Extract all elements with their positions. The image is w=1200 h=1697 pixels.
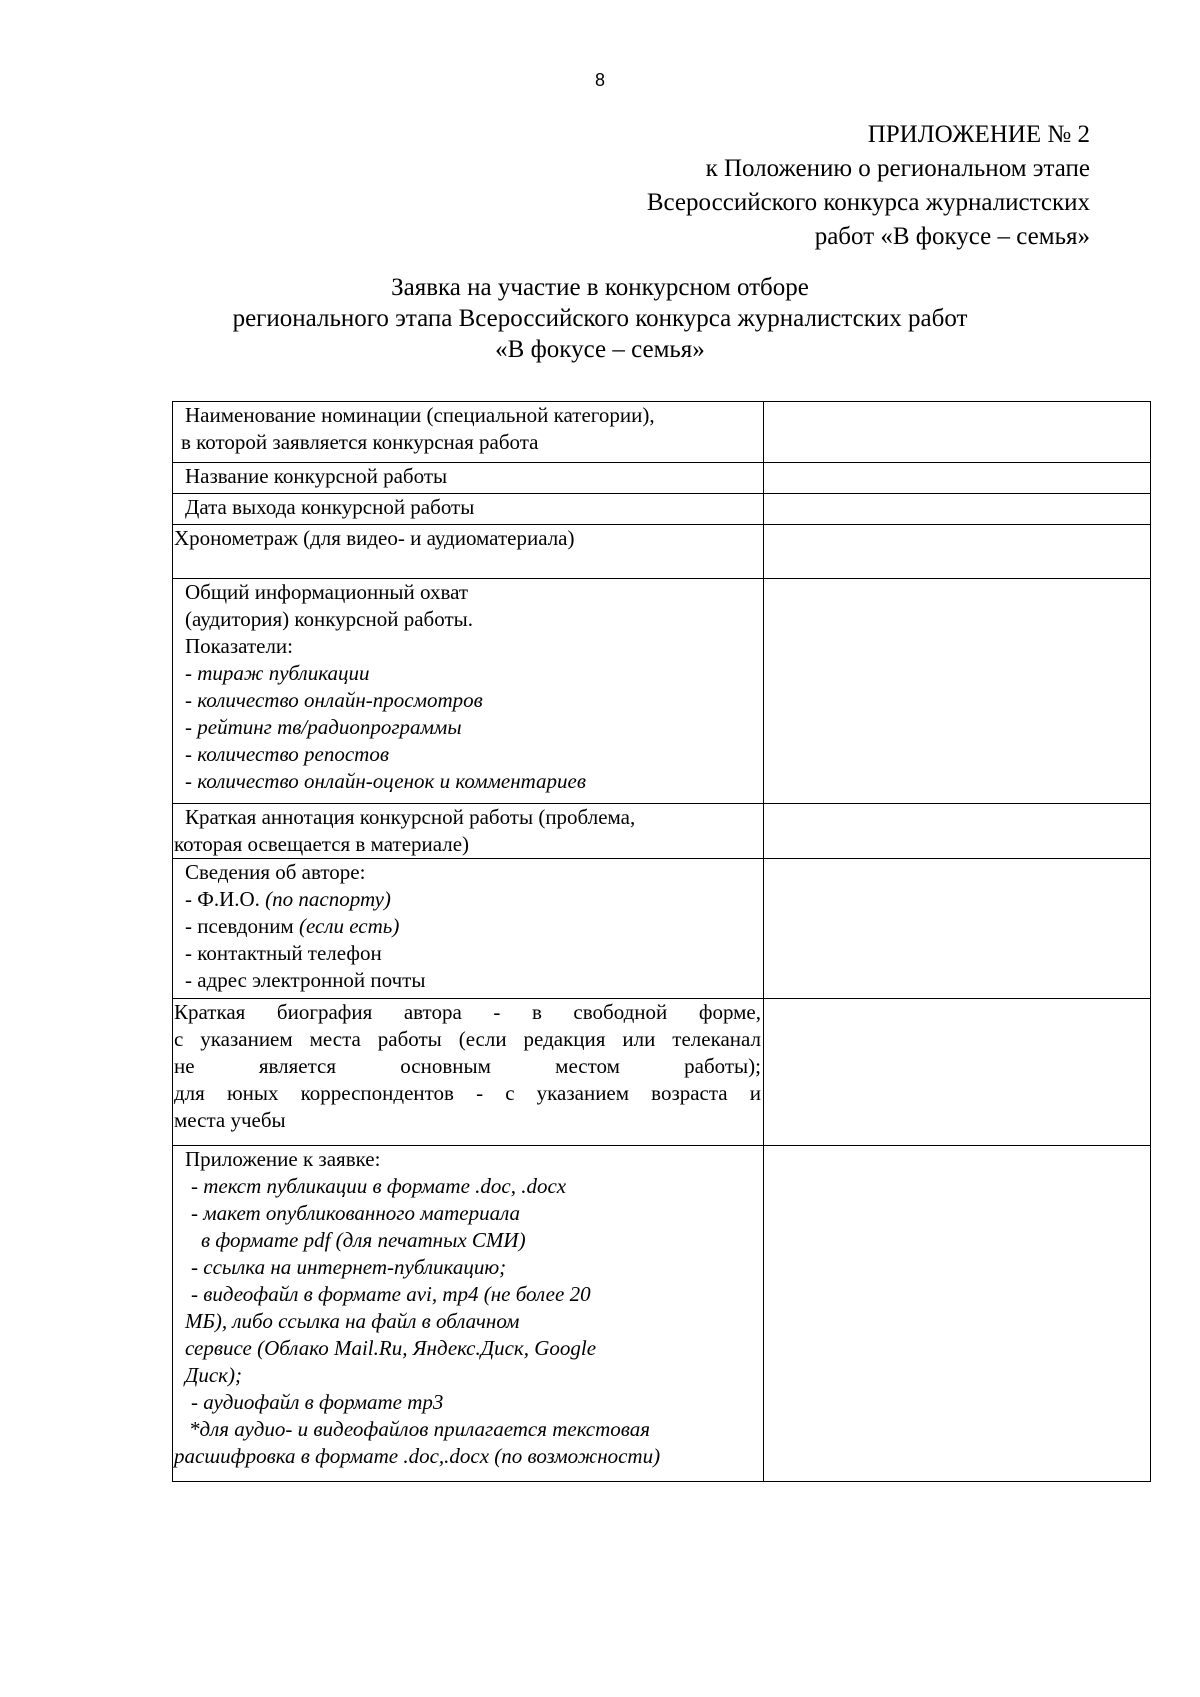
attachment-item: Диск);	[185, 1363, 242, 1387]
duration-label: Хронометраж (для видео- и аудиоматериала)	[173, 525, 764, 579]
duration-value-cell[interactable]	[764, 525, 1151, 579]
appendix-line-4: работ «В фокусе – семья»	[814, 223, 1090, 250]
release-date-value-cell[interactable]	[764, 494, 1151, 525]
attachment-item: в формате pdf (для печатных СМИ)	[201, 1228, 526, 1252]
title-line-2: регионального этапа Всероссийского конкурса журналистских работ	[232, 305, 968, 332]
row-attachment	[173, 1146, 1151, 1482]
author-item: - адрес электронной почты	[185, 968, 426, 992]
reach-indicator: - количество онлайн-просмотров	[185, 688, 483, 712]
attachment-note: расшифровка в формате .doc,.docx (по возможности)	[174, 1444, 661, 1468]
author-item: - контактный телефон	[185, 941, 382, 965]
attachment-item: МБ), либо ссылка на файл в облачном	[185, 1309, 520, 1333]
page-number: 8	[594, 70, 605, 90]
row-reach	[173, 579, 1151, 804]
reach-value-cell[interactable]	[764, 579, 1151, 804]
document-title	[0, 272, 1200, 365]
author-label: Сведения об авторе: - Ф.И.О. (по паспорту) - псевдоним (если есть) - контактный телефон - адрес электронной почты	[173, 859, 764, 999]
attachment-item: - макет опубликованного материала	[191, 1201, 520, 1225]
attachment-item: - видеофайл в формате avi, mp4 (не более 20	[191, 1282, 591, 1306]
nomination-value-cell[interactable]	[764, 402, 1151, 463]
attachment-item: - аудиофайл в формате mp3	[191, 1390, 444, 1414]
row-work-title	[173, 463, 1151, 494]
release-date-label: Дата выхода конкурсной работы	[173, 494, 764, 525]
appendix-line-2: к Положению о региональном этапе	[705, 155, 1090, 182]
author-item: - псевдоним (если есть)	[185, 914, 400, 938]
application-form-table	[172, 401, 1151, 1482]
work-title-value-cell[interactable]	[764, 463, 1151, 494]
annotation-label: Краткая аннотация конкурсной работы (проблема, которая освещается в материале)	[173, 804, 764, 859]
reach-indicator: - рейтинг тв/радиопрограммы	[185, 715, 462, 739]
row-author	[173, 859, 1151, 999]
appendix-number: ПРИЛОЖЕНИЕ № 2	[867, 121, 1090, 148]
reach-indicator: - тираж публикации	[185, 661, 370, 685]
row-biography	[173, 999, 1151, 1146]
reach-indicator: - количество онлайн-оценок и комментариев	[185, 769, 586, 793]
attachment-value-cell[interactable]	[764, 1146, 1151, 1482]
attachment-item: сервисе (Облако Mail.Ru, Яндекс.Диск, Google	[185, 1336, 597, 1360]
appendix-line-3: Всероссийского конкурса журналистских	[646, 189, 1090, 216]
attachment-item: - текст публикации в формате .doc, .docx	[191, 1174, 567, 1198]
title-line-1: Заявка на участие в конкурсном отборе	[391, 274, 809, 301]
author-value-cell[interactable]	[764, 859, 1151, 999]
appendix-header	[330, 118, 1090, 254]
author-item: - Ф.И.О. (по паспорту)	[185, 887, 391, 911]
work-title-label: Название конкурсной работы	[173, 463, 764, 494]
annotation-value-cell[interactable]	[764, 804, 1151, 859]
biography-value-cell[interactable]	[764, 999, 1151, 1146]
reach-label: Общий информационный охват (аудитория) конкурсной работы. Показатели: - тираж публикации - количество онлайн-просмотров - рейтинг тв/радиопрограммы - количество репостов - количество онлайн-оценок и комментариев	[173, 579, 764, 804]
attachment-item: - ссылка на интернет-публикацию;	[191, 1255, 507, 1279]
row-nomination	[173, 402, 1151, 463]
row-annotation	[173, 804, 1151, 859]
attachment-note: *для аудио- и видеофайлов прилагается текстовая	[189, 1417, 650, 1441]
reach-indicator: - количество репостов	[185, 742, 389, 766]
attachment-label: Приложение к заявке: - текст публикации в формате .doc, .docx - макет опубликованного материала в формате pdf (для печатных СМИ) - ссылка на интернет-публикацию; - видеофайл в формате avi, mp4 (не более 20 МБ), либо ссылка на файл в облачном сервисе (Облако Mail.Ru, Яндекс.Диск, Google Диск); - аудиофайл в формате mp3 *для аудио- и видеофайлов прилагается текстовая расшифровка в формате .doc,.docx (по возможности)	[173, 1146, 764, 1482]
biography-label: Краткая биография автора - в свободной форме, с указанием места работы (если редакция или телеканал не является основным местом работы); для юных корреспондентов - с указанием возраста и места учебы	[173, 999, 764, 1146]
title-line-3: «В фокусе – семья»	[495, 336, 705, 363]
row-duration	[173, 525, 1151, 579]
nomination-label: Наименование номинации (специальной категории), в которой заявляется конкурсная работа	[173, 402, 764, 463]
row-release-date	[173, 494, 1151, 525]
